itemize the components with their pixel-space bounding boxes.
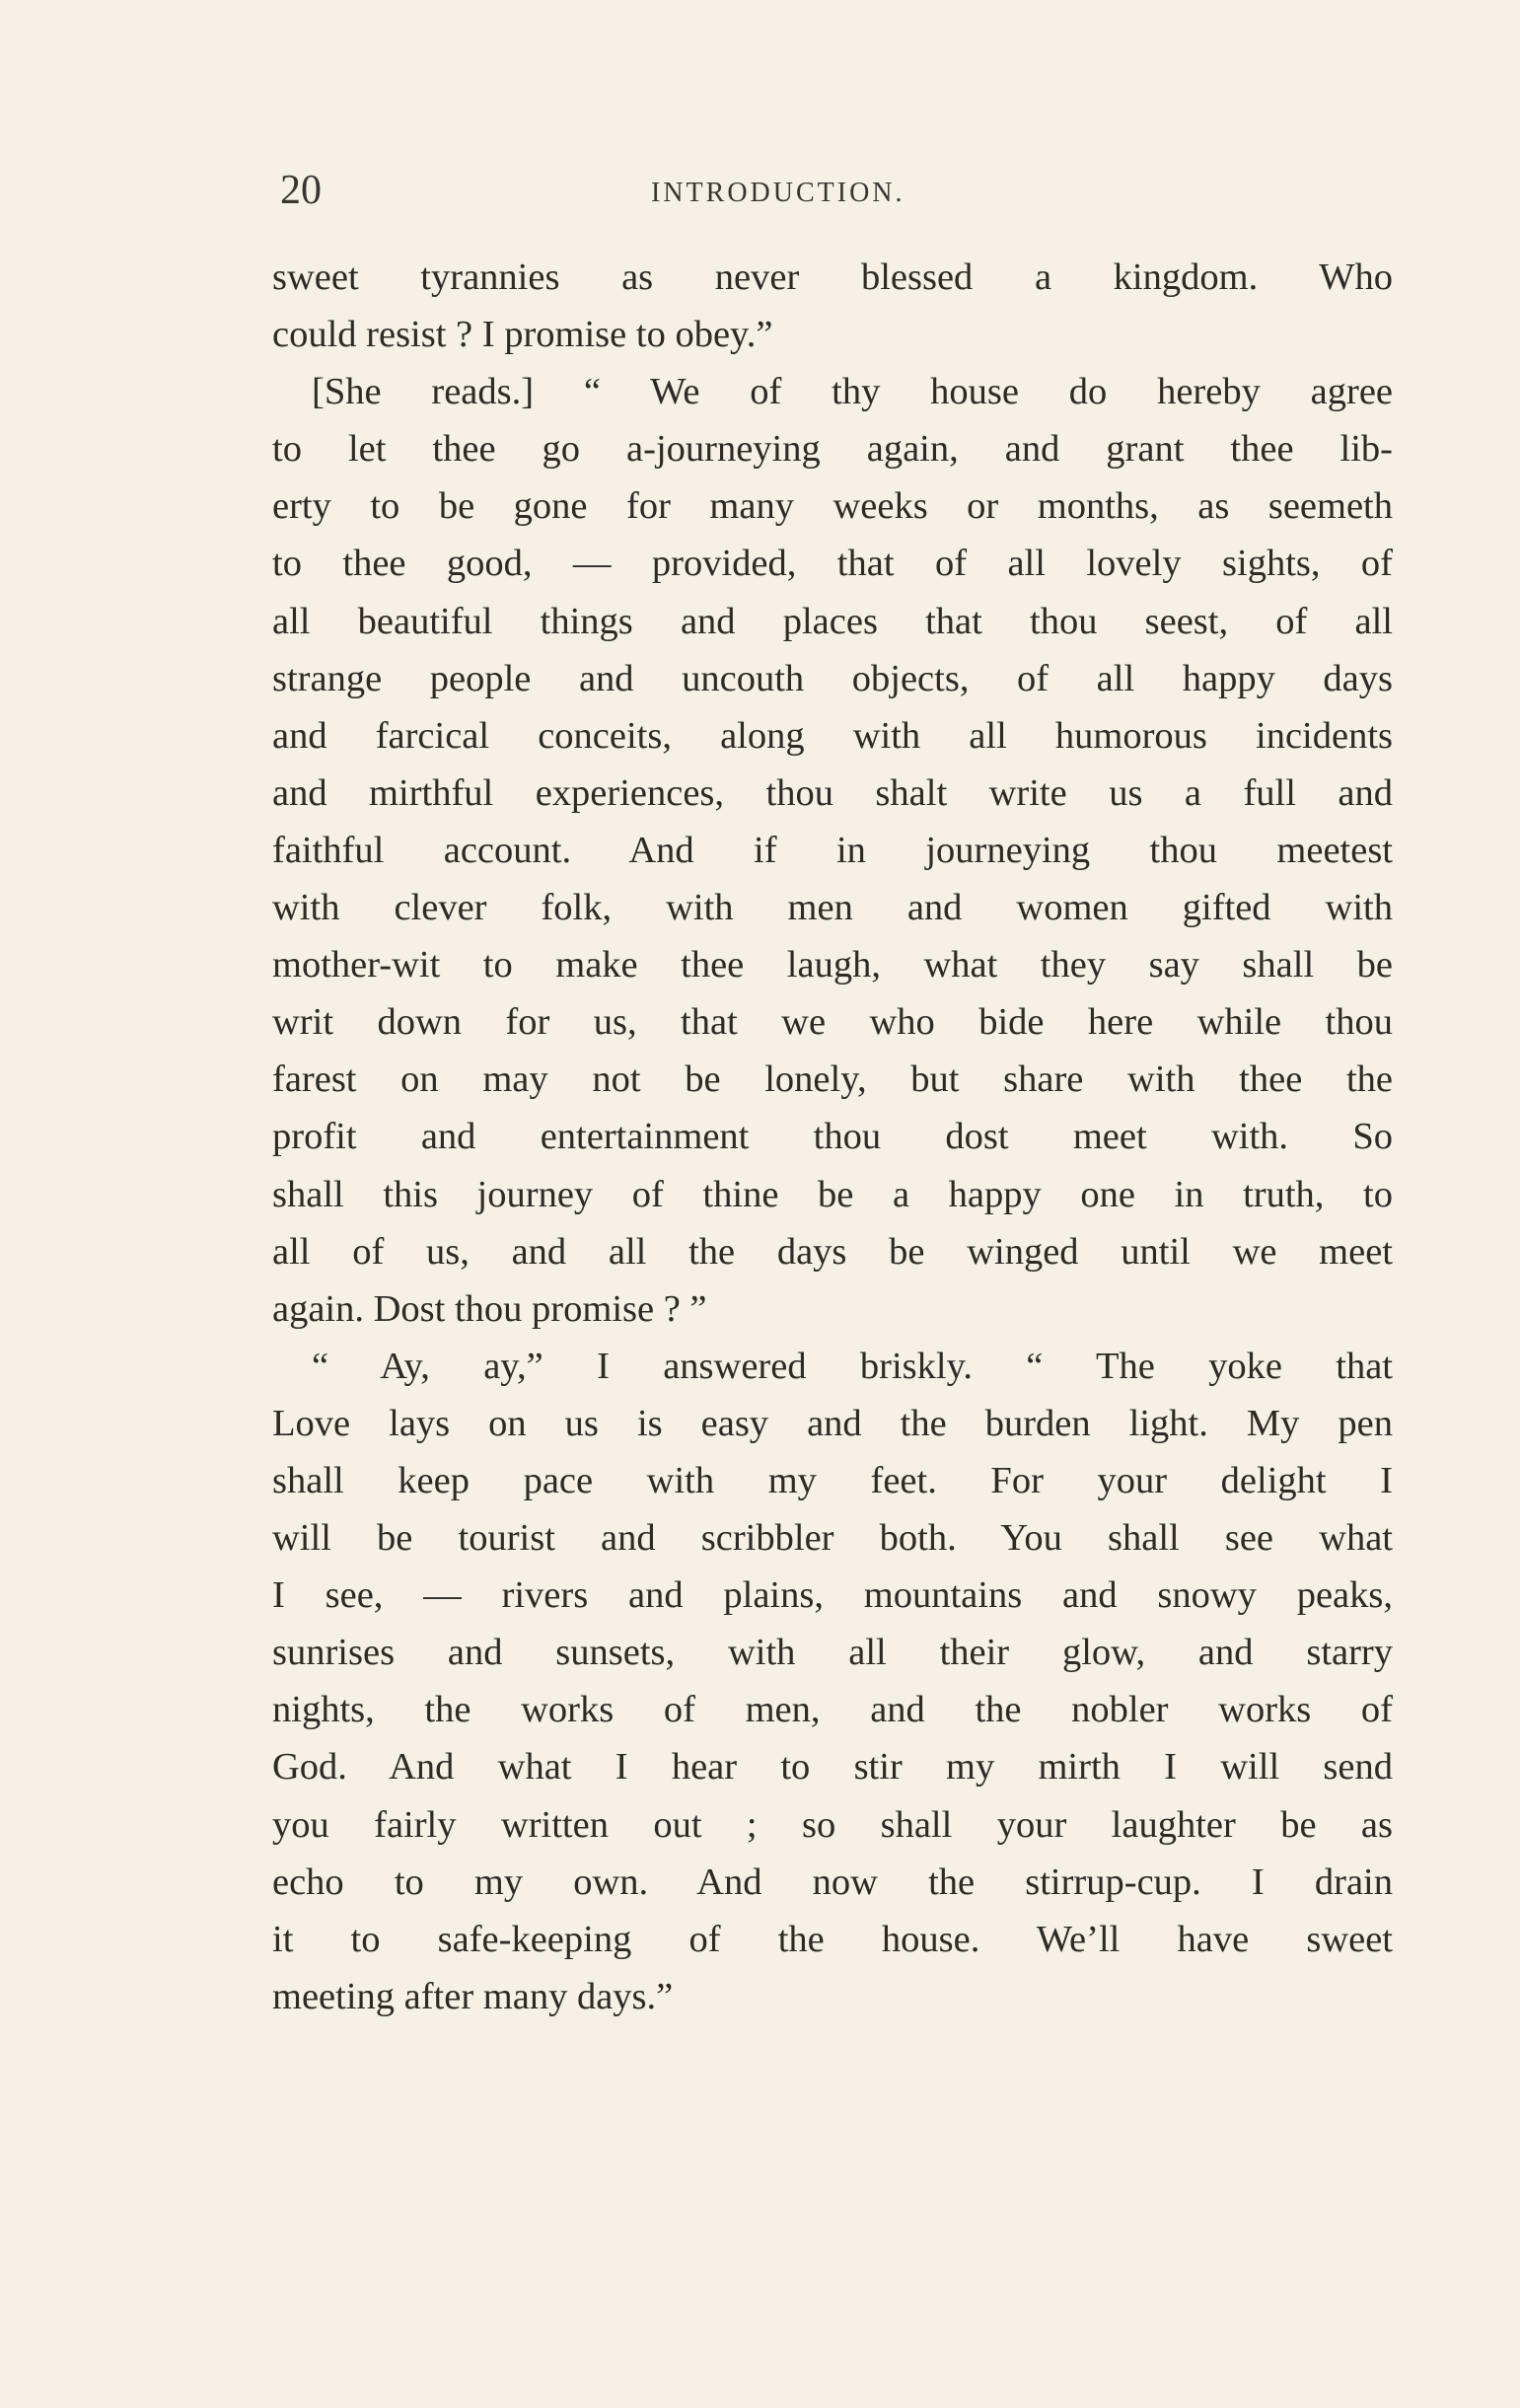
running-head: INTRODUCTION. — [651, 178, 905, 208]
text-line: again. Dost thou promise ? ” — [272, 1287, 707, 1330]
text-line: writ down for us, that we who bide here while thou — [272, 1001, 1393, 1044]
text-line: sunrises and sunsets, with all their glow, and starry — [272, 1632, 1393, 1674]
page-header — [280, 166, 1395, 215]
text-line: sweet tyrannies as never blessed a kingdom. Who — [272, 256, 1393, 298]
text-line: to let thee go a-journeying again, and grant thee lib- — [272, 428, 1393, 471]
text-line: echo to my own. And now the stirrup-cup. I drain — [272, 1861, 1393, 1903]
text-line: you fairly written out ; so shall your laughter be as — [272, 1803, 1393, 1846]
text-line: could resist ? I promise to obey.” — [272, 314, 773, 356]
text-line: and mirthful experiences, thou shalt write us a full and — [272, 771, 1393, 814]
text-line: faithful account. And if in journeying thou meetest — [272, 829, 1393, 871]
text-line: nights, the works of men, and the nobler works of — [272, 1689, 1393, 1731]
text-line: all of us, and all the days be winged until we meet — [272, 1230, 1393, 1273]
text-line: erty to be gone for many weeks or months, as seemeth — [272, 485, 1393, 528]
text-line: to thee good, — provided, that of all lovely sights, of — [272, 543, 1393, 585]
text-line: farest on may not be lonely, but share with thee the — [272, 1058, 1393, 1101]
text-line: I see, — rivers and plains, mountains and snowy peaks, — [272, 1574, 1393, 1617]
body-text — [272, 249, 1393, 2025]
text-line: shall this journey of thine be a happy one in truth, to — [272, 1173, 1393, 1215]
text-line: and farcical conceits, along with all humorous incidents — [272, 714, 1393, 757]
text-line: mother-wit to make thee laugh, what they say shall be — [272, 944, 1393, 986]
page-number: 20 — [280, 168, 322, 213]
text-line: God. And what I hear to stir my mirth I will send — [272, 1746, 1393, 1788]
text-line: it to safe-keeping of the house. We’ll have sweet — [272, 1918, 1393, 1960]
text-line: strange people and uncouth objects, of all happy days — [272, 657, 1393, 699]
text-line: Love lays on us is easy and the burden light. My pen — [272, 1402, 1393, 1444]
text-line: shall keep pace with my feet. For your delight I — [272, 1459, 1393, 1501]
text-line: all beautiful things and places that thou seest, of all — [272, 600, 1393, 642]
text-line: profit and entertainment thou dost meet with. So — [272, 1116, 1393, 1158]
text-line: [She reads.] “ We of thy house do hereby agree — [312, 371, 1393, 413]
text-line: “ Ay, ay,” I answered briskly. “ The yoke that — [312, 1345, 1393, 1387]
text-line: with clever folk, with men and women gifted with — [272, 887, 1393, 929]
text-line: meeting after many days.” — [272, 1975, 674, 2017]
text-line: will be tourist and scribbler both. You shall see what — [272, 1517, 1393, 1560]
